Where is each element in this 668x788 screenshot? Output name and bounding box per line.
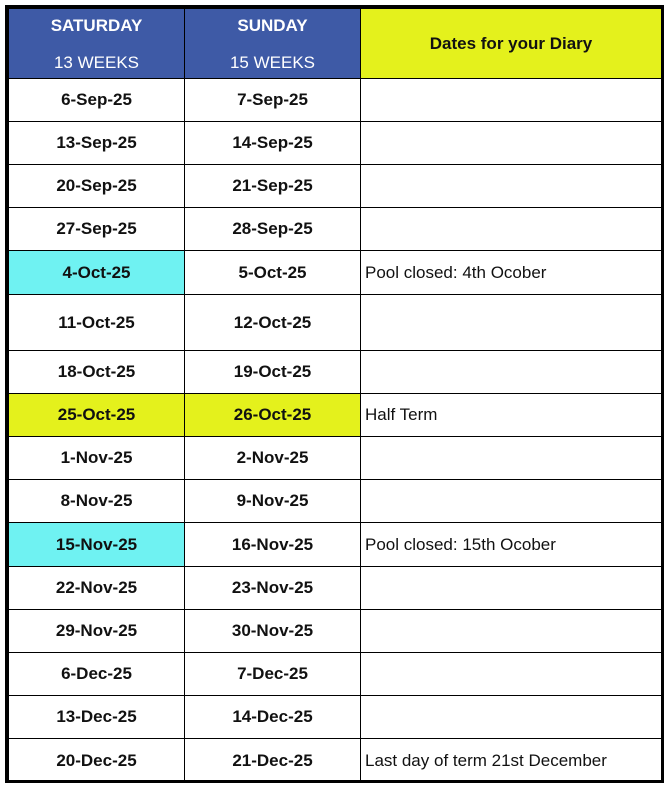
saturday-date: 15-Nov-25: [9, 523, 185, 567]
diary-note: [361, 208, 662, 251]
saturday-date: 11-Oct-25: [9, 295, 185, 351]
saturday-date: 8-Nov-25: [9, 480, 185, 523]
saturday-title: SATURDAY: [50, 16, 143, 35]
saturday-date: 29-Nov-25: [9, 610, 185, 653]
sunday-date: 30-Nov-25: [185, 610, 361, 653]
sunday-date: 2-Nov-25: [185, 437, 361, 480]
diary-note: Pool closed: 15th Ocober: [361, 523, 662, 567]
saturday-date: 20-Dec-25: [9, 739, 185, 783]
saturday-date: 4-Oct-25: [9, 251, 185, 295]
table-row: [9, 208, 662, 251]
term-dates-table: [8, 8, 662, 783]
sunday-title: SUNDAY: [237, 16, 308, 35]
saturday-date: 27-Sep-25: [9, 208, 185, 251]
diary-note: [361, 79, 662, 122]
sunday-date: 28-Sep-25: [185, 208, 361, 251]
table-row: [9, 351, 662, 394]
table-row: [9, 394, 662, 437]
table-row: [9, 165, 662, 208]
diary-note: [361, 437, 662, 480]
table-row: [9, 523, 662, 567]
saturday-date: 18-Oct-25: [9, 351, 185, 394]
sunday-weeks: 15 WEEKS: [229, 53, 316, 72]
diary-note: [361, 653, 662, 696]
diary-note: [361, 122, 662, 165]
sunday-date: 7-Sep-25: [185, 79, 361, 122]
sunday-date: 5-Oct-25: [185, 251, 361, 295]
diary-note: [361, 295, 662, 351]
sunday-date: 21-Sep-25: [185, 165, 361, 208]
diary-note: [361, 610, 662, 653]
sunday-date: 7-Dec-25: [185, 653, 361, 696]
sunday-date: 9-Nov-25: [185, 480, 361, 523]
table-row: [9, 610, 662, 653]
saturday-date: 13-Sep-25: [9, 122, 185, 165]
saturday-date: 25-Oct-25: [9, 394, 185, 437]
saturday-date: 6-Dec-25: [9, 653, 185, 696]
table-row: [9, 295, 662, 351]
saturday-date: 20-Sep-25: [9, 165, 185, 208]
diary-note: [361, 480, 662, 523]
table-row: [9, 79, 662, 122]
sunday-date: 26-Oct-25: [185, 394, 361, 437]
header-row: [9, 9, 662, 79]
term-calendar-sheet: [5, 5, 664, 783]
table-row: [9, 653, 662, 696]
sunday-header: [185, 9, 361, 79]
sunday-date: 23-Nov-25: [185, 567, 361, 610]
table-row: [9, 480, 662, 523]
sunday-date: 19-Oct-25: [185, 351, 361, 394]
diary-note: Last day of term 21st December: [361, 739, 662, 783]
saturday-weeks: 13 WEEKS: [53, 53, 140, 72]
diary-note: Pool closed: 4th Ocober: [361, 251, 662, 295]
diary-note: [361, 567, 662, 610]
sunday-date: 21-Dec-25: [185, 739, 361, 783]
sunday-date: 12-Oct-25: [185, 295, 361, 351]
table-row: [9, 739, 662, 783]
saturday-header: [9, 9, 185, 79]
diary-note: [361, 351, 662, 394]
sunday-date: 14-Dec-25: [185, 696, 361, 739]
table-row: [9, 122, 662, 165]
sunday-date: 14-Sep-25: [185, 122, 361, 165]
table-row: [9, 251, 662, 295]
diary-header: Dates for your Diary: [361, 9, 662, 79]
saturday-date: 1-Nov-25: [9, 437, 185, 480]
table-row: [9, 696, 662, 739]
table-row: [9, 567, 662, 610]
diary-note: [361, 696, 662, 739]
diary-note: [361, 165, 662, 208]
saturday-date: 6-Sep-25: [9, 79, 185, 122]
sunday-date: 16-Nov-25: [185, 523, 361, 567]
diary-note: Half Term: [361, 394, 662, 437]
table-row: [9, 437, 662, 480]
saturday-date: 22-Nov-25: [9, 567, 185, 610]
saturday-date: 13-Dec-25: [9, 696, 185, 739]
